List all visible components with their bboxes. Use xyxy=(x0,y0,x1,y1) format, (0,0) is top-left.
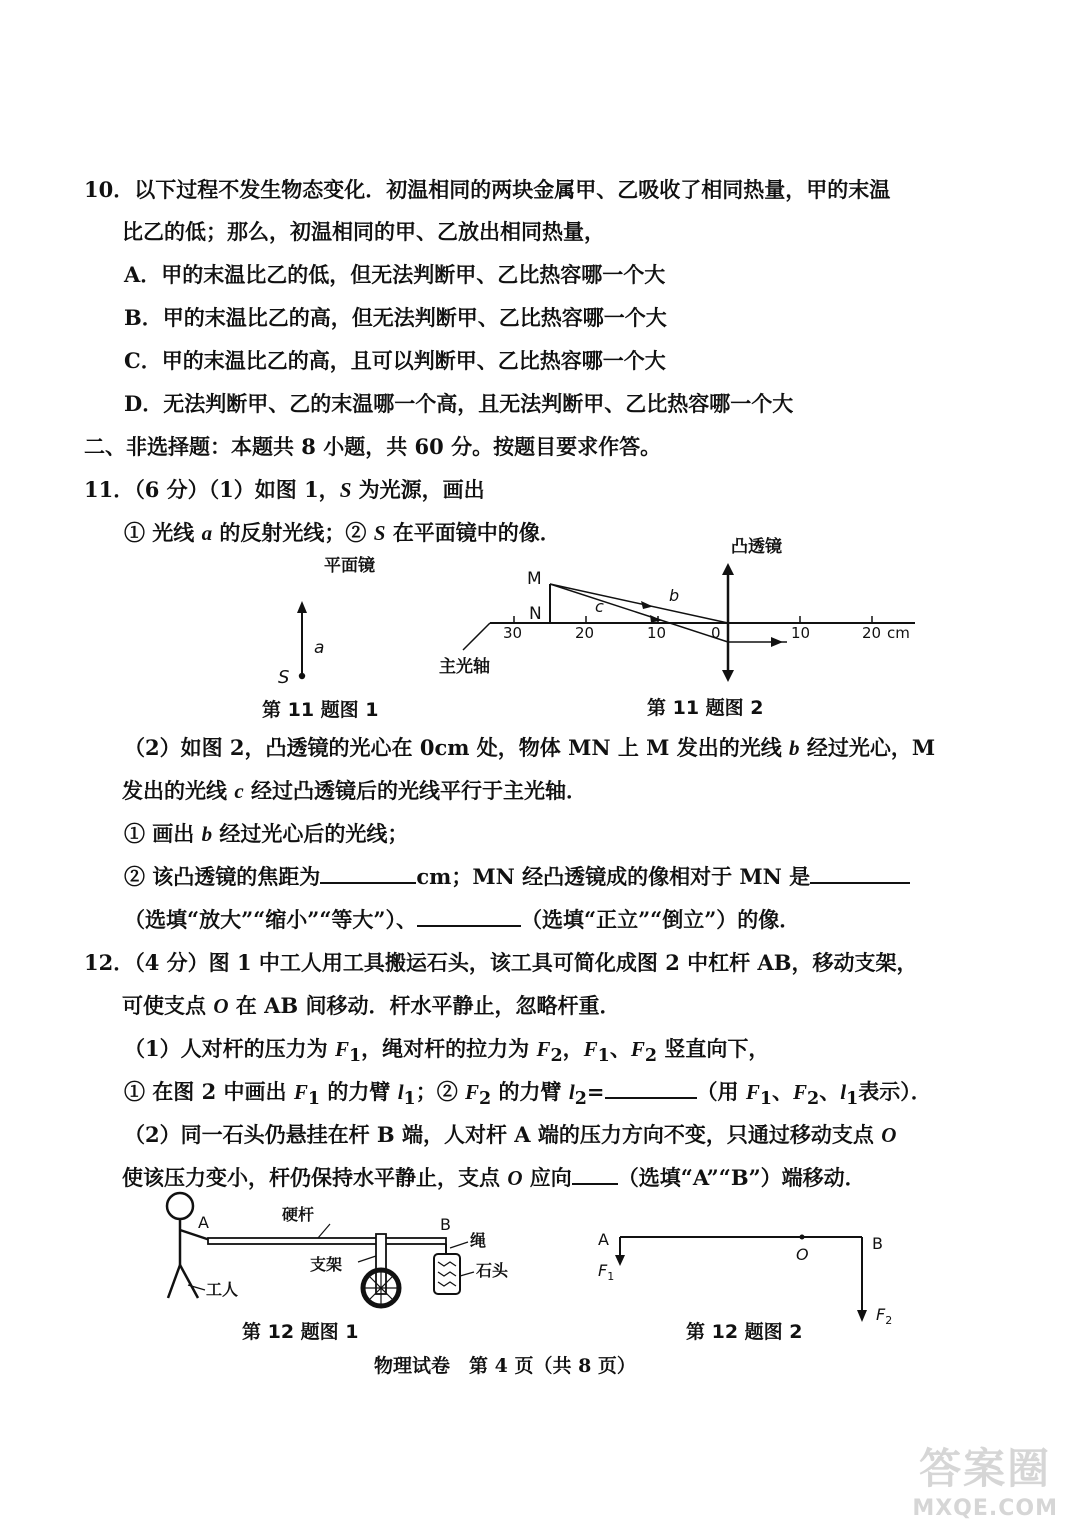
end-b-label: B xyxy=(440,1215,451,1234)
ray-a-label: a xyxy=(314,638,325,658)
stand-label: 支架 xyxy=(310,1255,343,1274)
watermark-url: MXQE.COM xyxy=(912,1496,1058,1521)
q11-part2-item2: ② 该凸透镜的焦距为 cm；MN 经凸透镜成的像相对于 MN 是 xyxy=(124,861,910,891)
lever-end-b-label: B xyxy=(872,1234,883,1253)
q12-figure1 xyxy=(150,1190,570,1350)
point-m-label: M xyxy=(527,569,542,589)
q11-part2-item1: ① 画出 b 经过光心后的光线； xyxy=(124,821,409,846)
ray-c-arrowhead xyxy=(650,615,662,623)
q10-option-d: D．无法判断甲、乙的末温哪一个高，且无法判断甲、乙比热容哪一个大 xyxy=(124,391,794,416)
q12-figure2 xyxy=(590,1220,920,1355)
q12-line1: 12．（4 分）图 1 中工人用工具搬运石头，该工具可简化成图 2 中杠杆 AB，移动支架， xyxy=(84,950,918,975)
ray-b-label: b xyxy=(669,586,680,605)
q12-line4: ① 在图 2 中画出 $F_1$ 的力臂 $l_1$；② $F_2$ 的力臂 $l_2=$ （用 $F_1$、$F_2$、$l_1$表示）． xyxy=(124,1079,932,1110)
q11-figure1 xyxy=(240,545,400,725)
stone-label-leader xyxy=(460,1272,474,1276)
axis-ticks xyxy=(514,616,872,623)
q12-fig1-caption: 第 12 题图 1 xyxy=(242,1321,359,1343)
section-heading: 二、非选择题：本题共 8 小题，共 60 分。按题目要求作答。 xyxy=(84,434,662,459)
force-f1-arrowhead xyxy=(615,1255,625,1266)
q11-part2-line2: 发出的光线 c 经过凸透镜后的光线平行于主光轴． xyxy=(122,778,587,803)
q10-stem-line1: 10．以下过程不发生物态变化．初温相同的两块金属甲、乙吸收了相同热量，甲的末温 xyxy=(84,177,891,202)
q10-option-a: A．甲的末温比乙的低，但无法判断甲、乙比热容哪一个大 xyxy=(124,262,666,287)
pivot-o-label: O xyxy=(796,1245,809,1264)
rod-label-leader xyxy=(318,1224,330,1238)
q11-fig1-caption: 第 11 题图 1 xyxy=(262,699,379,721)
focal-length-blank[interactable] xyxy=(320,862,416,884)
q11-part2-line1: （2）如图 2，凸透镜的光心在 0cm 处，物体 MN 上 M 发出的光线 b 经过光心，M xyxy=(124,735,936,760)
watermark-logo-text: 答案圈 xyxy=(919,1444,1052,1493)
lens-top-arrow xyxy=(722,563,734,575)
worker-label-leader xyxy=(188,1285,205,1290)
principal-axis-label: 主光轴 xyxy=(439,657,490,677)
page-footer: 物理试卷 第 4 页（共 8 页） xyxy=(374,1355,636,1377)
ray-c-refracted-arrowhead xyxy=(771,637,783,647)
q12-line3: （1）人对杆的压力为 $F_1$，绳对杆的拉力为 $F_2$，$F_1$、$F_2$ 竖直向下， xyxy=(124,1036,770,1067)
unit-label: cm xyxy=(887,624,910,642)
q12-line2: 可使支点 O 在 AB 间移动．杆水平静止，忽略杆重． xyxy=(122,993,621,1018)
image-orientation-blank[interactable] xyxy=(417,905,521,927)
q12-line5: （2）同一石头仍悬挂在杆 B 端，人对杆 A 端的压力方向不变，只通过移动支点 O xyxy=(124,1122,897,1147)
tick-label-30: 30 xyxy=(503,624,523,642)
tick-label-10-right: 10 xyxy=(791,624,811,642)
lever-arm-l2-blank[interactable] xyxy=(605,1077,697,1099)
stone-label: 石头 xyxy=(476,1261,509,1280)
pivot-point xyxy=(800,1235,805,1240)
q11-figure2 xyxy=(425,530,925,725)
point-n-label: N xyxy=(529,604,542,624)
q11-part2-item3: （选填“放大”“缩小”“等大”）、 （选填“正立”“倒立”）的像． xyxy=(124,907,801,932)
rod-label: 硬杆 xyxy=(282,1205,315,1224)
lens-bottom-arrow xyxy=(722,670,734,682)
worker-label: 工人 xyxy=(206,1280,239,1299)
q11-part1-instructions: ① 光线 a 的反射光线；② S 在平面镜中的像． xyxy=(124,520,561,545)
lever-end-a-label: A xyxy=(598,1230,609,1249)
tick-label-20: 20 xyxy=(575,624,595,642)
q10-stem-line2: 比乙的低；那么，初温相同的甲、乙放出相同热量， xyxy=(122,219,605,244)
rigid-rod xyxy=(208,1238,446,1244)
ray-b xyxy=(550,584,728,623)
image-size-blank[interactable] xyxy=(810,862,910,884)
lens-label: 凸透镜 xyxy=(731,537,782,557)
force-f2-arrowhead xyxy=(857,1310,867,1322)
q12-fig2-caption: 第 12 题图 2 xyxy=(686,1321,803,1343)
tick-label-20-right: 20 xyxy=(862,624,882,642)
ray-a-arrowhead xyxy=(297,601,307,613)
ray-b-arrowhead xyxy=(641,601,653,609)
rope-label: 绳 xyxy=(470,1231,487,1250)
q10-option-b: B．甲的末温比乙的高，但无法判断甲、乙比热容哪一个大 xyxy=(124,305,667,330)
watermark xyxy=(912,1436,1058,1521)
tick-label-10: 10 xyxy=(647,624,667,642)
tick-label-0: 0 xyxy=(711,624,721,642)
mirror-label: 平面镜 xyxy=(324,556,375,576)
light-source-label: S xyxy=(278,667,290,688)
q12-line6: 使该压力变小，杆仍保持水平静止，支点 O 应向 （选填“A”“B”）端移动． xyxy=(122,1165,866,1190)
light-source-point xyxy=(299,673,305,679)
ray-c-label: c xyxy=(595,597,604,616)
force-f1-label: $F_1$ xyxy=(598,1261,615,1283)
q11-fig2-caption: 第 11 题图 2 xyxy=(647,697,764,719)
rope-label-leader xyxy=(450,1242,468,1248)
axis-label-leader xyxy=(463,623,490,650)
q11-heading: 11．（6 分）（1）如图 1，S 为光源，画出 xyxy=(84,477,485,502)
force-f2-label: $F_2$ xyxy=(876,1305,893,1327)
pivot-direction-blank[interactable] xyxy=(572,1163,618,1185)
worker-figure xyxy=(167,1193,210,1298)
end-a-label: A xyxy=(198,1213,209,1232)
stand-label-leader xyxy=(358,1256,376,1262)
q10-option-c: C．甲的末温比乙的高，且可以判断甲、乙比热容哪一个大 xyxy=(124,348,666,373)
